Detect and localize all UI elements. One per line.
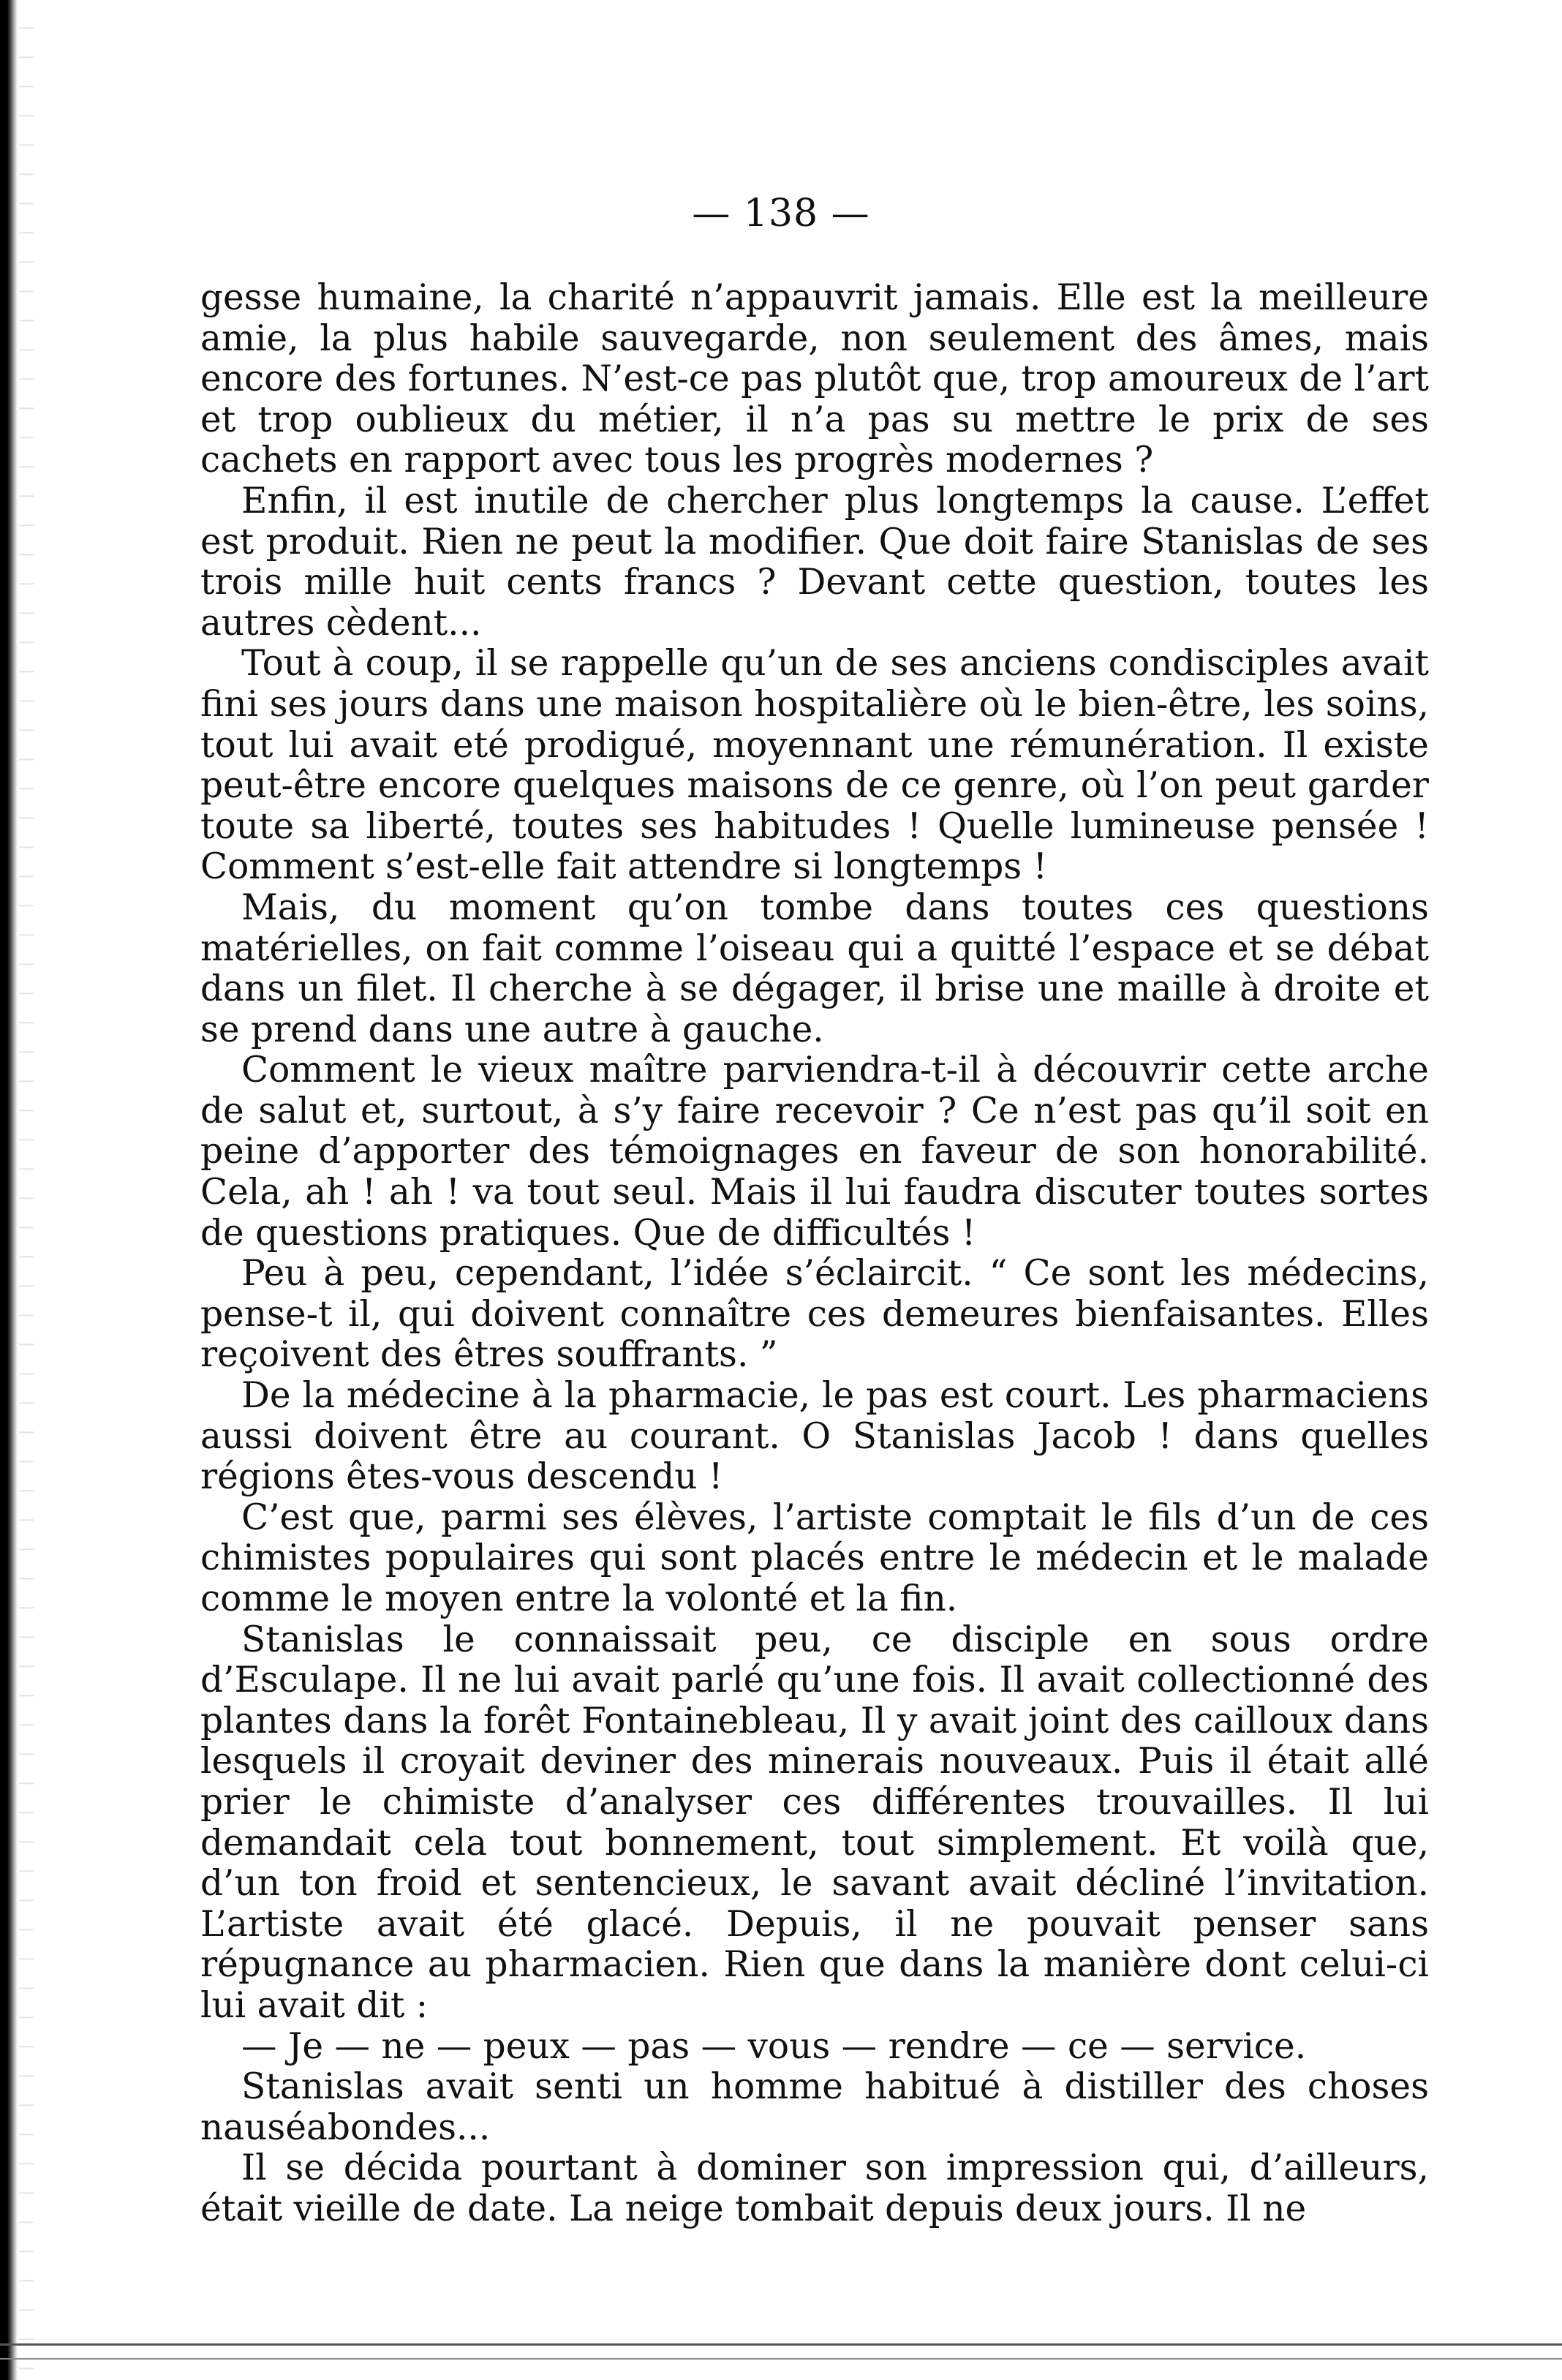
scan-edge-rule: [0, 2343, 1562, 2346]
paragraph: De la médecine à la pharmacie, le pas est court. Les pharmaciens aussi doivent être au courant. O Stanislas Jacob ! dans quelles régions êtes-vous descendu !: [200, 1375, 1429, 1498]
body-text: [200, 278, 1429, 2230]
paragraph: Mais, du moment qu’on tombe dans toutes ces questions matérielles, on fait comme l’oiseau qui a quitté l’espace et se débat dans un filet. Il cherche à se dégager, il brise une maille à droite et se prend dans une autre à gauche.: [200, 886, 1429, 1050]
page-number: — 138 —: [692, 192, 870, 236]
scan-edge-rule: [0, 2358, 1562, 2360]
scan-binding-texture: [19, 0, 34, 2380]
paragraph: Stanislas avait senti un homme habitué à distiller des choses nauséabondes...: [200, 2066, 1429, 2148]
paragraph: Comment le vieux maître parviendra-t-il à découvrir cette arche de salut et, surtout, à s’y faire recevoir ? Ce n’est pas qu’il soit en peine d’apporter des témoignages en faveur de son honorabilité. Cela, ah ! ah ! va tout seul. Mais il lui faudra discuter toutes sortes de questions pratiques. Que de difficultés !: [200, 1050, 1429, 1254]
scan-bottom-edge: [0, 2341, 1562, 2380]
dialogue-line: — Je — ne — peux — pas — vous — rendre — ce — service.: [241, 2025, 1307, 2067]
paragraph: Stanislas le connaissait peu, ce disciple en sous ordre d’Esculape. Il ne lui avait parlé qu’une fois. Il avait collectionné des plantes dans la forêt Fontainebleau, Il y avait joint des cailloux dans lesquels il croyait deviner des minerais nouveaux. Puis il était allé prier le chimiste d’analyser ces différentes trouvailles. Il lui demandait cela tout bonnement, tout simplement. Et voilà que, d’un ton froid et sentencieux, le savant avait décliné l’invitation. L’artiste avait été glacé. Depuis, il ne pouvait penser sans répugnance au pharmacien. Rien que dans la manière dont celui-ci lui avait dit :: [200, 1619, 1429, 2026]
paragraph-continuation: gesse humaine, la charité n’appauvrit jamais. Elle est la meilleure amie, la plus habile sauvegarde, non seulement des âmes, mais encore des fortunes. N’est-ce pas plutôt que, trop amoureux de l’art et trop oublieux du métier, il n’a pas su mettre le prix de ses cachets en rapport avec tous les progrès modernes ?: [200, 277, 1429, 481]
paragraph: Il se décida pourtant à dominer son impression qui, d’ailleurs, était vieille de date. La neige tombait depuis deux jours. Il ne: [200, 2147, 1429, 2229]
paragraph: Enfin, il est inutile de chercher plus longtemps la cause. L’effet est produit. Rien ne peut la modifier. Que doit faire Stanislas de ses trois mille huit cents francs ? Devant cette question, toutes les autres cèdent...: [200, 480, 1429, 644]
paragraph: Peu à peu, cependant, l’idée s’éclaircit. “ Ce sont les médecins, pense-t il, qui doivent connaître ces demeures bienfaisantes. Elles reçoivent des êtres souffrants. ”: [200, 1253, 1429, 1376]
scan-binding-shadow: [0, 0, 18, 2380]
paragraph: Tout à coup, il se rappelle qu’un de ses anciens condisciples avait fini ses jours dans une maison hospitalière où le bien-être, les soins, tout lui avait eté prodigué, moyennant une rémunération. Il existe peut-être encore quelques maisons de ce genre, où l’on peut garder toute sa liberté, toutes ses habitudes ! Quelle lumineuse pensée ! Comment s’est-elle fait attendre si longtemps !: [200, 643, 1429, 888]
paragraph: C’est que, parmi ses élèves, l’artiste comptait le fils d’un de ces chimistes populaires qui sont placés entre le médecin et le malade comme le moyen entre la volonté et la fin.: [200, 1496, 1429, 1619]
